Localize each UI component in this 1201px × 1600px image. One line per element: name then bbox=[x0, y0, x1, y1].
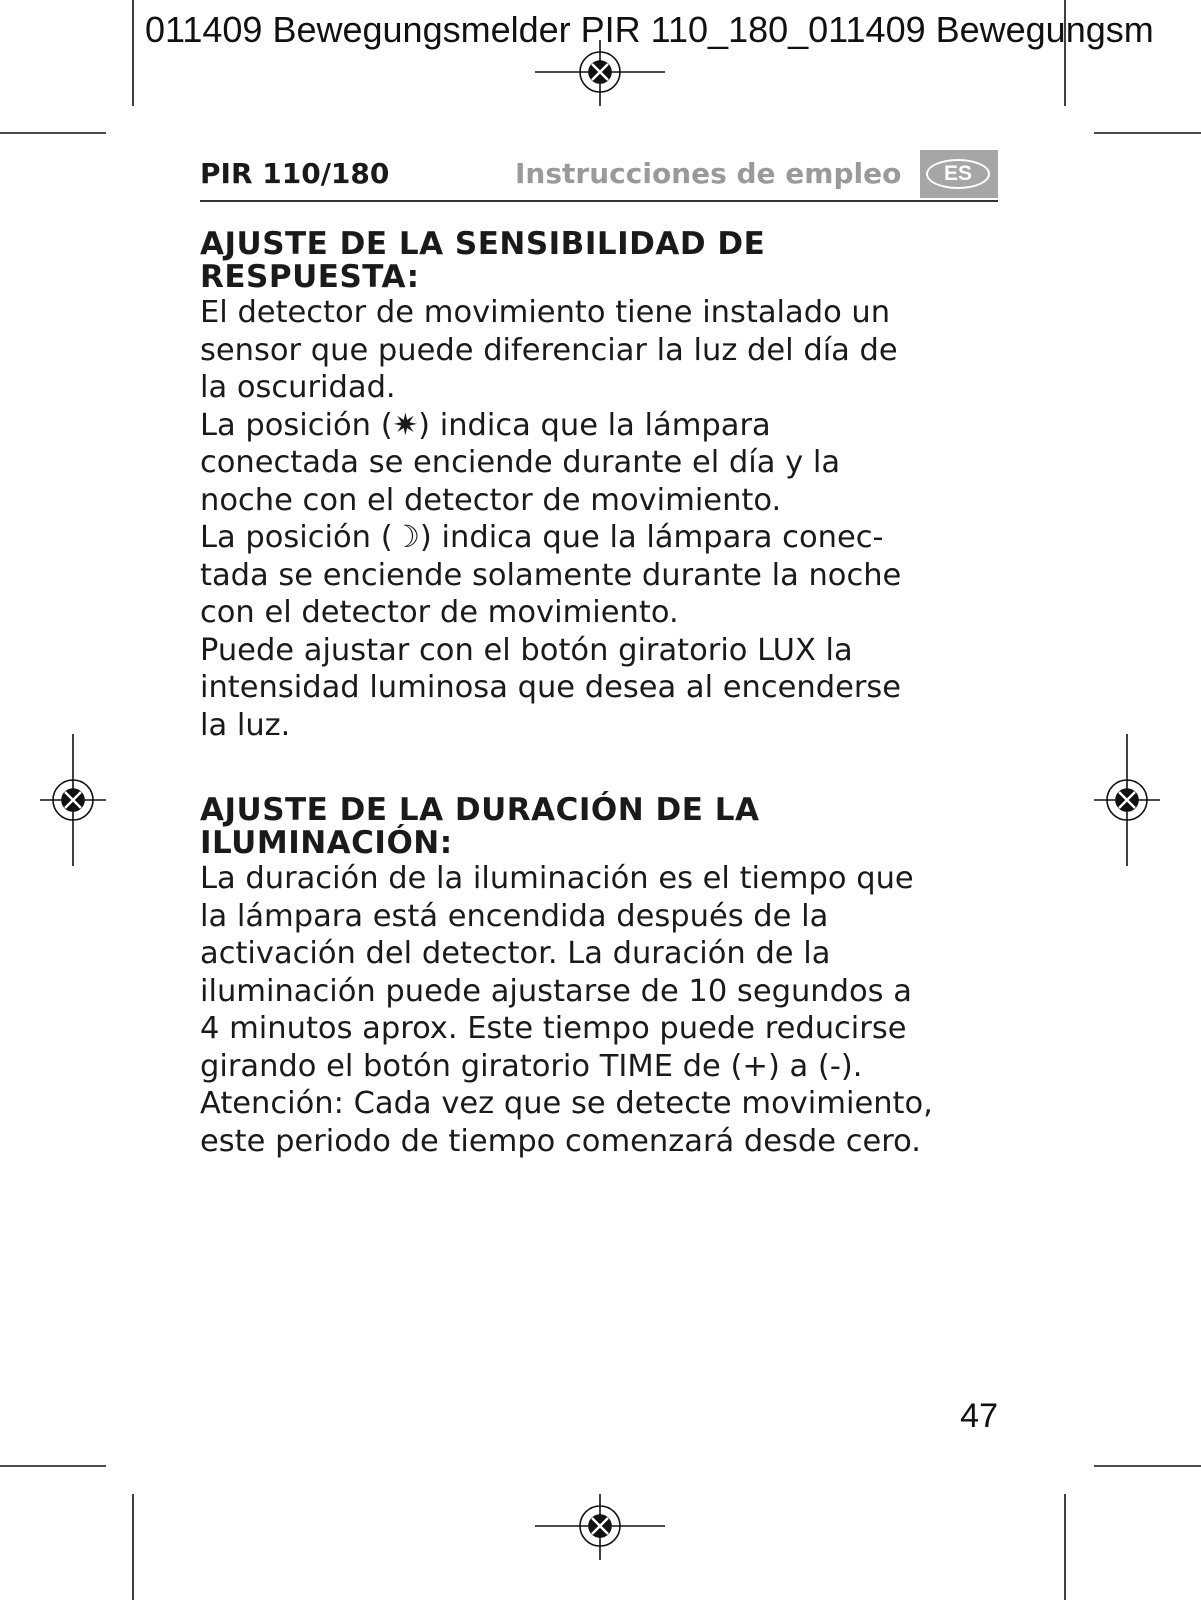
heading-line: ILUMINACIÓN: bbox=[200, 825, 453, 861]
body-line: con el detector de movimiento. bbox=[200, 595, 679, 630]
section-heading bbox=[200, 794, 1000, 860]
section-duration bbox=[200, 794, 1000, 1160]
section-body bbox=[200, 294, 1000, 744]
body-line: tada se enciende solamente durante la noche bbox=[200, 557, 902, 593]
heading-line: AJUSTE DE LA SENSIBILIDAD DE bbox=[200, 226, 766, 262]
body-line: iluminación puede ajustarse de 10 segundos a bbox=[200, 973, 912, 1009]
language-tab bbox=[920, 150, 998, 198]
document-title: Instrucciones de empleo bbox=[515, 157, 902, 190]
registration-mark-bottom-icon bbox=[535, 1494, 665, 1560]
heading-line: RESPUESTA: bbox=[200, 259, 420, 295]
body-line: la oscuridad. bbox=[200, 370, 396, 405]
model-name: PIR 110/180 bbox=[200, 157, 390, 190]
body-line: conectada se enciende durante el día y la bbox=[200, 445, 841, 480]
body-line: La duración de la iluminación es el tiempo que bbox=[200, 861, 914, 896]
registration-mark-left-icon bbox=[40, 734, 106, 866]
registration-mark-right-icon bbox=[1094, 734, 1160, 866]
body-line: noche con el detector de movimiento. bbox=[200, 482, 782, 518]
section-body bbox=[200, 860, 1000, 1160]
body-line: La posición (✷) indica que la lámpara bbox=[200, 407, 771, 443]
page-number: 47 bbox=[960, 1397, 998, 1435]
print-slug: 011409 Bewegungsmelder PIR 110_180_011409 Bewegungsm bbox=[145, 9, 1154, 50]
body-line: El detector de movimiento tiene instalado un bbox=[200, 295, 891, 330]
body-line: girando el botón giratorio TIME de (+) a (-). bbox=[200, 1048, 863, 1084]
section-sensitivity bbox=[200, 228, 1000, 744]
body-line: sensor que puede diferenciar la luz del día de bbox=[200, 332, 898, 368]
body-line: intensidad luminosa que desea al encenderse bbox=[200, 670, 902, 705]
body-line: la luz. bbox=[200, 707, 291, 743]
page-header bbox=[200, 150, 998, 202]
body-line: Puede ajustar con el botón giratorio LUX la bbox=[200, 632, 853, 668]
body-line: este periodo de tiempo comenzará desde cero. bbox=[200, 1123, 921, 1159]
body-line: La posición (☽) indica que la lámpara conec- bbox=[200, 520, 884, 555]
language-code: ES bbox=[926, 159, 990, 189]
heading-line: AJUSTE DE LA DURACIÓN DE LA bbox=[200, 792, 760, 828]
section-heading bbox=[200, 228, 1000, 294]
body-line: la lámpara está encendida después de la bbox=[200, 898, 829, 934]
body-line: Atención: Cada vez que se detecte movimiento, bbox=[200, 1086, 933, 1121]
body-line: 4 minutos aprox. Este tiempo puede reducirse bbox=[200, 1011, 907, 1046]
body-line: activación del detector. La duración de la bbox=[200, 936, 831, 971]
